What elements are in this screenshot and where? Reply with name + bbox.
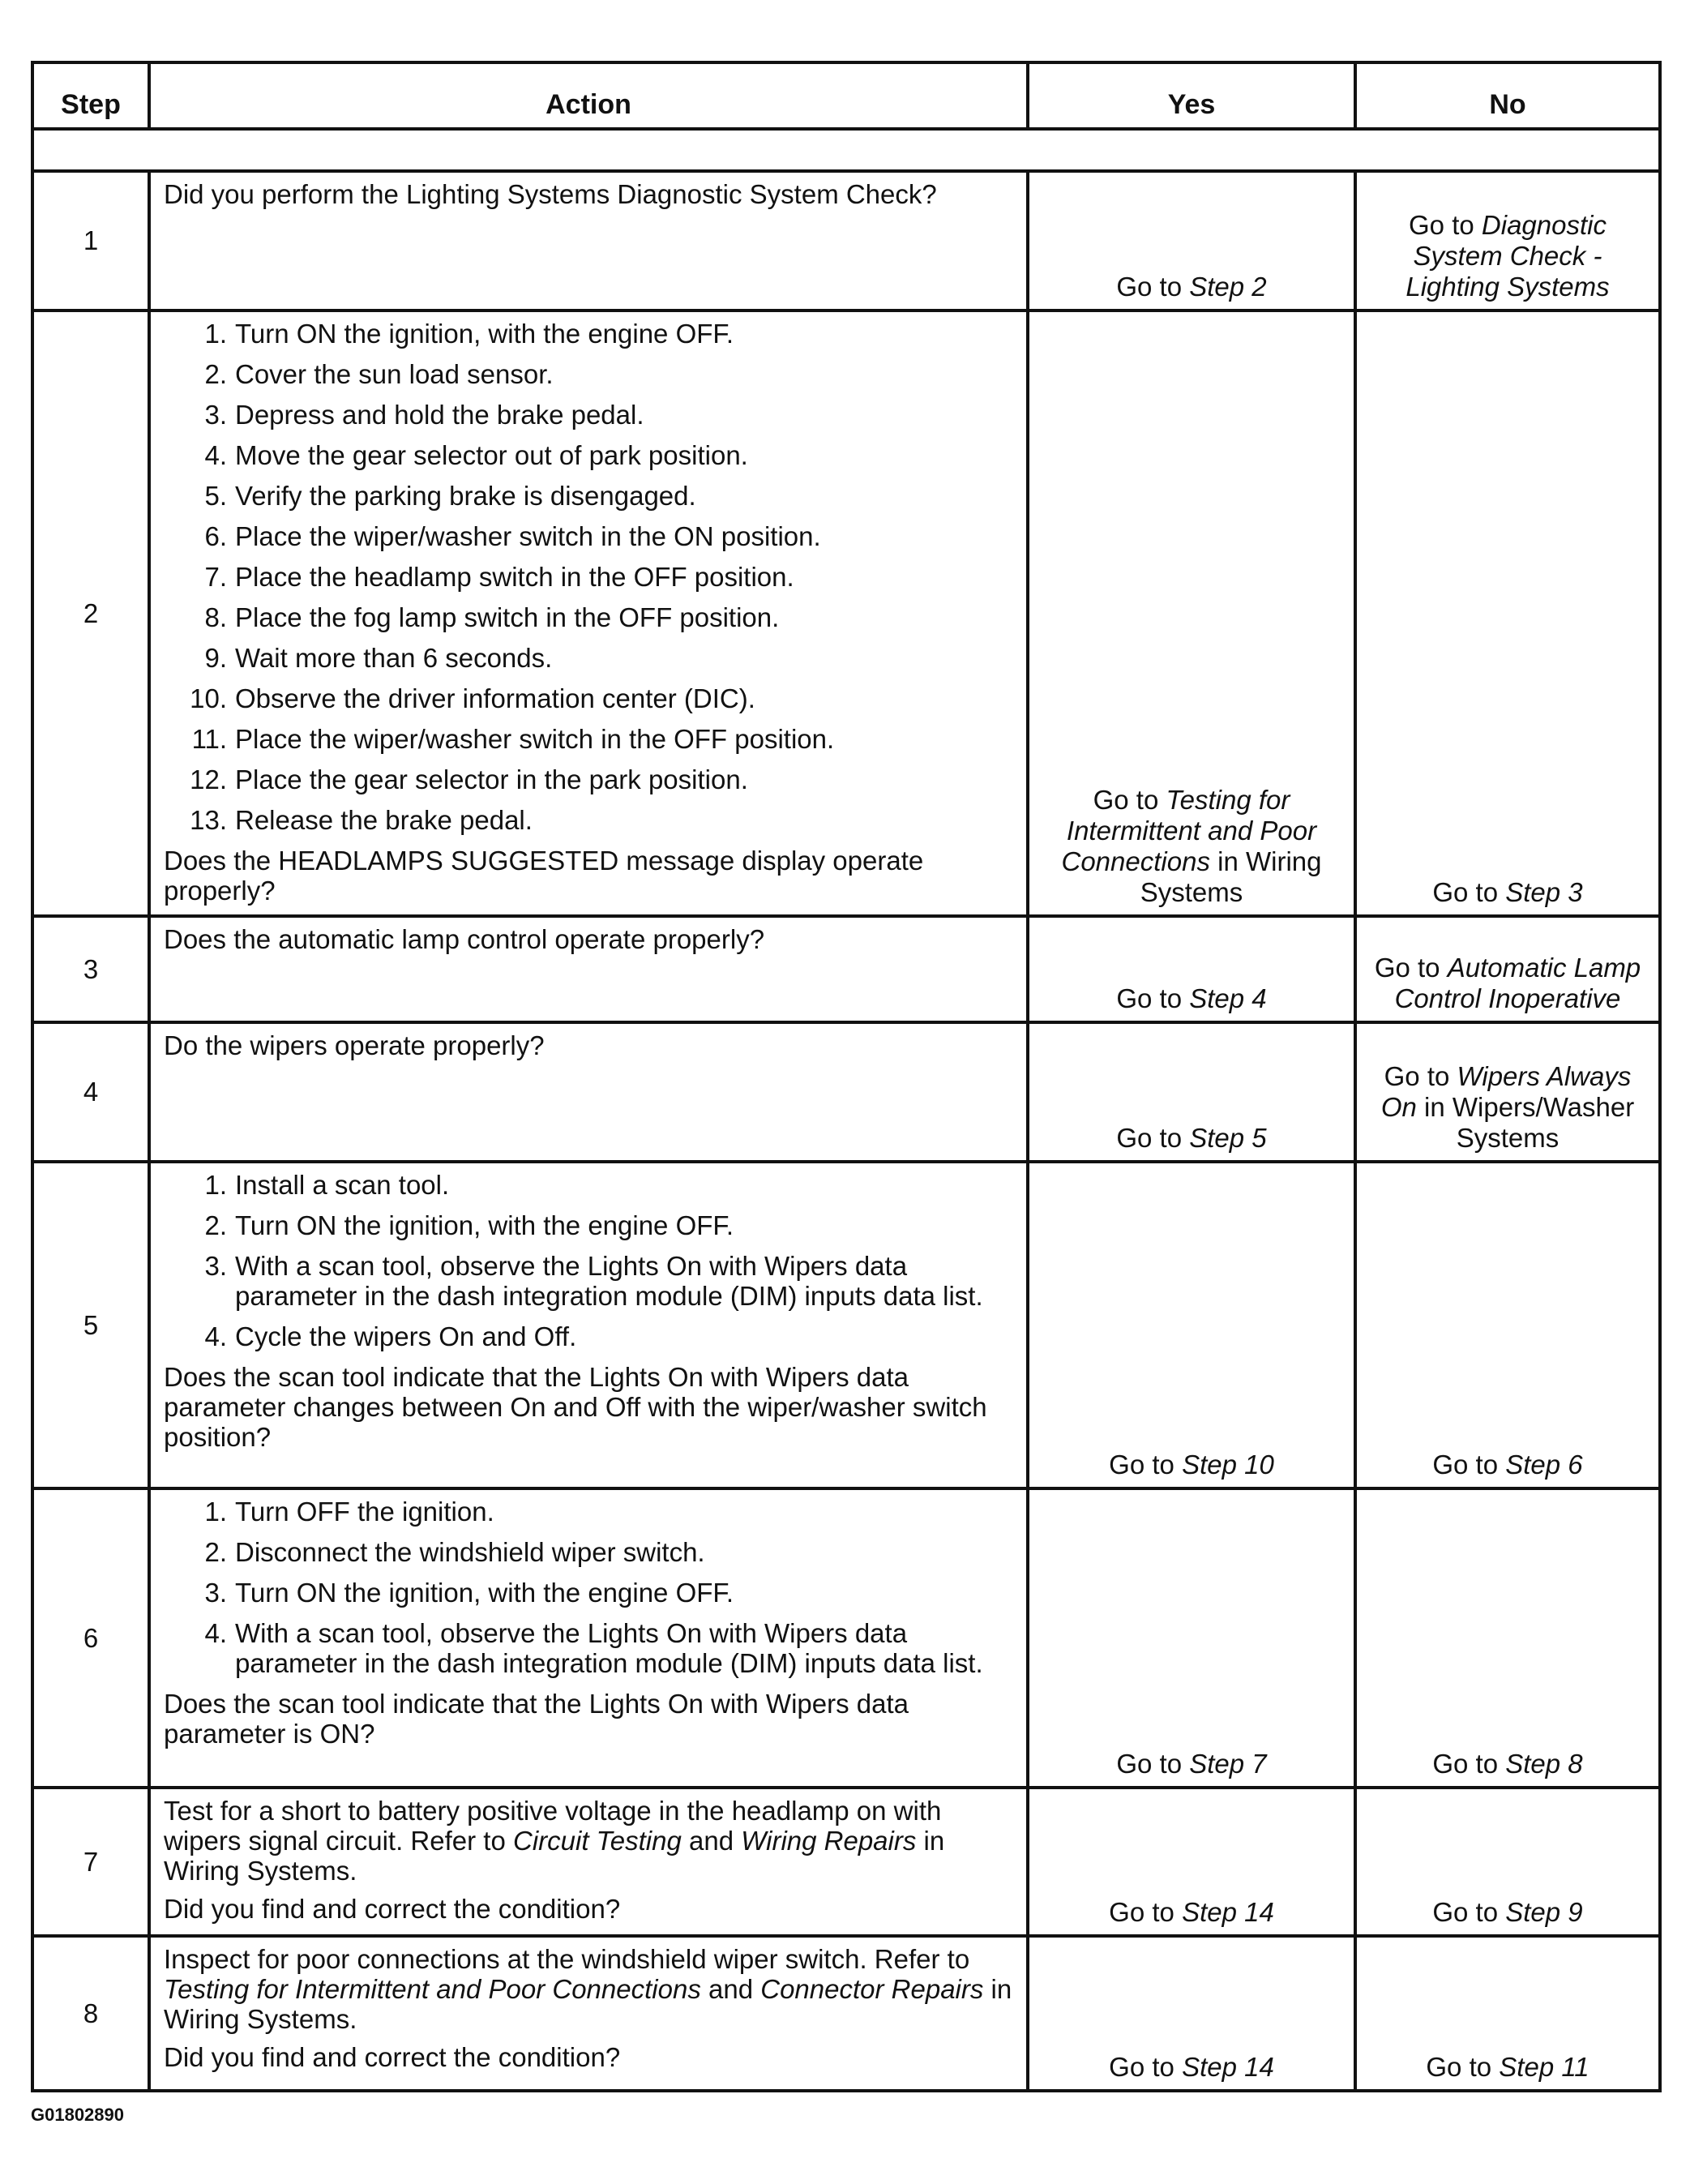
action-step-number: 8.	[204, 602, 227, 632]
no-action-link[interactable]: Diagnostic System Check - Lighting Systems	[1405, 210, 1610, 302]
yes-action-prefix: Go to	[1093, 785, 1166, 815]
yes-action-prefix: Go to	[1116, 1123, 1190, 1153]
instruction-link[interactable]: Wiring Repairs	[741, 1826, 917, 1856]
action-step-text: Place the headlamp switch in the OFF position.	[235, 562, 794, 592]
instruction-link[interactable]: Connector Repairs	[760, 1974, 984, 2004]
action-step	[164, 1578, 1015, 1608]
action-step-text: Disconnect the windshield wiper switch.	[235, 1537, 705, 1567]
action-step	[164, 521, 1015, 551]
action-cell	[149, 1162, 1028, 1488]
action-step-text: Move the gear selector out of park position.	[235, 440, 748, 470]
no-action	[1355, 1022, 1660, 1162]
action-step	[164, 602, 1015, 632]
no-action-prefix: Go to	[1432, 1749, 1506, 1779]
no-action-link[interactable]: Wipers Always On	[1380, 1061, 1632, 1122]
no-action-link[interactable]: Step 6	[1505, 1450, 1583, 1480]
action-step-number: 5.	[204, 481, 227, 511]
yes-action-link[interactable]: Step 10	[1182, 1450, 1274, 1480]
yes-action	[1028, 1162, 1355, 1488]
no-action	[1355, 1788, 1660, 1936]
yes-action-link[interactable]: Step 14	[1182, 2052, 1274, 2082]
action-step-text: Turn OFF the ignition.	[235, 1497, 494, 1527]
header-step: Step	[32, 62, 149, 129]
step-number: 1	[32, 171, 149, 310]
table-row	[32, 310, 1660, 916]
action-step-number: 1.	[204, 319, 227, 349]
diagnostic-table	[31, 61, 1662, 2092]
no-action-prefix: Go to	[1426, 2052, 1500, 2082]
action-step-number: 9.	[204, 643, 227, 673]
instruction-link[interactable]: Testing for Intermittent and Poor Connections	[164, 1974, 701, 2004]
yes-action-link[interactable]: Step 5	[1189, 1123, 1267, 1153]
action-step-list	[164, 319, 1015, 835]
yes-action-link[interactable]: Step 7	[1189, 1749, 1267, 1779]
action-step-number: 4.	[204, 1321, 227, 1351]
instruction-post: in Wiring Systems.	[164, 1826, 945, 1886]
question-text: Does the HEADLAMPS SUGGESTED message display operate properly?	[164, 846, 924, 906]
action-step-number: 3.	[204, 1251, 227, 1281]
action-step	[164, 643, 1015, 673]
action-step-text: Turn ON the ignition, with the engine OFF.	[235, 1578, 734, 1608]
instruction-mid: and	[681, 1826, 742, 1856]
action-step	[164, 1497, 1015, 1527]
step-number: 4	[32, 1022, 149, 1162]
question-text: Does the scan tool indicate that the Lights On with Wipers data parameter is ON?	[164, 1689, 909, 1749]
action-step-text: Cover the sun load sensor.	[235, 359, 554, 389]
instruction-post: in Wiring Systems.	[164, 1974, 1012, 2034]
header-row	[32, 62, 1660, 129]
action-step-number: 3.	[204, 1578, 227, 1608]
action-step	[164, 724, 1015, 754]
action-step-text: Depress and hold the brake pedal.	[235, 400, 644, 430]
action-step	[164, 359, 1015, 389]
instruction-pre: Test for a short to battery positive voltage in the headlamp on with wipers signal circuit. Refer to	[164, 1796, 942, 1856]
yes-action-link[interactable]: Testing for Intermittent and Poor Connections	[1061, 785, 1317, 876]
no-action-prefix: Go to	[1432, 877, 1506, 907]
yes-action-prefix: Go to	[1109, 1450, 1183, 1480]
yes-action-link[interactable]: Step 14	[1182, 1897, 1274, 1927]
header-action: Action	[149, 62, 1028, 129]
no-action	[1355, 1488, 1660, 1788]
question-text: Does the scan tool indicate that the Lights On with Wipers data parameter changes between On and Off with the wiper/washer switch position?	[164, 1362, 987, 1452]
yes-action-prefix: Go to	[1116, 983, 1190, 1013]
action-cell	[149, 310, 1028, 916]
action-step-list	[164, 1497, 1015, 1678]
action-step-text: With a scan tool, observe the Lights On with Wipers data parameter in the dash integration module (DIM) inputs data list.	[235, 1251, 983, 1311]
action-step-text: Wait more than 6 seconds.	[235, 643, 553, 673]
action-step	[164, 1210, 1015, 1240]
action-step-number: 11.	[191, 724, 227, 754]
no-action	[1355, 171, 1660, 310]
blank-row	[32, 129, 1660, 171]
step-number: 5	[32, 1162, 149, 1488]
no-action-link[interactable]: Automatic Lamp Control Inoperative	[1394, 953, 1641, 1013]
action-step-text: Verify the parking brake is disengaged.	[235, 481, 696, 511]
action-step-text: Place the fog lamp switch in the OFF position.	[235, 602, 780, 632]
no-action	[1355, 916, 1660, 1022]
yes-action-prefix: Go to	[1109, 1897, 1183, 1927]
table-row	[32, 916, 1660, 1022]
action-step-text: Observe the driver information center (DIC).	[235, 683, 755, 713]
action-step-text: Place the wiper/washer switch in the ON position.	[235, 521, 821, 551]
action-cell	[149, 1022, 1028, 1162]
no-action-prefix: Go to	[1432, 1450, 1506, 1480]
action-step-number: 6.	[204, 521, 227, 551]
figure-id: G01802890	[31, 2105, 124, 2125]
question-text: Did you find and correct the condition?	[164, 2042, 621, 2072]
action-step	[164, 1537, 1015, 1567]
action-step-number: 2.	[204, 1537, 227, 1567]
action-step	[164, 1321, 1015, 1351]
action-step-number: 3.	[204, 400, 227, 430]
no-action-link[interactable]: Step 9	[1505, 1897, 1583, 1927]
no-action	[1355, 1162, 1660, 1488]
action-step-number: 7.	[204, 562, 227, 592]
yes-action-link[interactable]: Step 2	[1189, 272, 1267, 302]
action-step	[164, 319, 1015, 349]
no-action-prefix: Go to	[1374, 953, 1448, 983]
no-action-prefix: Go to	[1409, 210, 1482, 240]
action-step-text: Place the wiper/washer switch in the OFF position.	[235, 724, 835, 754]
action-step	[164, 440, 1015, 470]
table-row	[32, 1936, 1660, 2091]
step-number: 2	[32, 310, 149, 916]
action-cell	[149, 171, 1028, 310]
action-cell	[149, 1788, 1028, 1936]
action-cell	[149, 1936, 1028, 2091]
table-row	[32, 1788, 1660, 1936]
header-no: No	[1355, 62, 1660, 129]
no-action-prefix: Go to	[1432, 1897, 1506, 1927]
no-action-suffix: in Wipers/Washer Systems	[1416, 1092, 1635, 1153]
header-yes: Yes	[1028, 62, 1355, 129]
blank-cell	[32, 129, 1660, 171]
instruction-text	[164, 1944, 1015, 2034]
action-step	[164, 481, 1015, 511]
no-action-link[interactable]: Step 11	[1499, 2052, 1589, 2082]
no-action	[1355, 310, 1660, 916]
action-step-text: Cycle the wipers On and Off.	[235, 1321, 577, 1351]
instruction-link[interactable]: Circuit Testing	[512, 1826, 682, 1856]
yes-action	[1028, 1022, 1355, 1162]
yes-action	[1028, 1488, 1355, 1788]
no-action-prefix: Go to	[1384, 1061, 1457, 1091]
action-step	[164, 1618, 1015, 1678]
action-step	[164, 1251, 1015, 1311]
action-cell	[149, 916, 1028, 1022]
action-cell	[149, 1488, 1028, 1788]
yes-action-suffix: in Wiring Systems	[1140, 846, 1322, 907]
step-number: 7	[32, 1788, 149, 1936]
action-step-number: 4.	[204, 1618, 227, 1648]
action-step	[164, 562, 1015, 592]
action-step	[164, 764, 1015, 794]
action-step-number: 2.	[204, 1210, 227, 1240]
action-step-number: 1.	[204, 1170, 227, 1200]
action-step-number: 13.	[190, 805, 227, 835]
action-step-text: Release the brake pedal.	[235, 805, 533, 835]
yes-action	[1028, 916, 1355, 1022]
action-step	[164, 683, 1015, 713]
action-step-text: With a scan tool, observe the Lights On with Wipers data parameter in the dash integration module (DIM) inputs data list.	[235, 1618, 983, 1678]
action-step-number: 10.	[190, 683, 227, 713]
no-action-link[interactable]: Step 8	[1505, 1749, 1583, 1779]
table-body	[32, 171, 1660, 2091]
action-step	[164, 1170, 1015, 1200]
question-text: Did you perform the Lighting Systems Diagnostic System Check?	[164, 179, 937, 209]
yes-action	[1028, 310, 1355, 916]
yes-action-prefix: Go to	[1109, 2052, 1183, 2082]
question-text: Do the wipers operate properly?	[164, 1030, 545, 1060]
yes-action	[1028, 171, 1355, 310]
action-step-text: Turn ON the ignition, with the engine OFF.	[235, 319, 734, 349]
action-step-text: Turn ON the ignition, with the engine OFF.	[235, 1210, 734, 1240]
step-number: 8	[32, 1936, 149, 2091]
instruction-mid: and	[700, 1974, 761, 2004]
step-number: 6	[32, 1488, 149, 1788]
table-row	[32, 171, 1660, 310]
question-text: Did you find and correct the condition?	[164, 1894, 621, 1924]
step-number: 3	[32, 916, 149, 1022]
action-step-text: Install a scan tool.	[235, 1170, 450, 1200]
yes-action	[1028, 1936, 1355, 2091]
instruction-text	[164, 1796, 1015, 1886]
action-step	[164, 400, 1015, 430]
no-action-link[interactable]: Step 3	[1505, 877, 1583, 907]
no-action	[1355, 1936, 1660, 2091]
yes-action-link[interactable]: Step 4	[1189, 983, 1267, 1013]
table-row	[32, 1022, 1660, 1162]
action-step	[164, 805, 1015, 835]
action-step-text: Place the gear selector in the park position.	[235, 764, 748, 794]
question-text: Does the automatic lamp control operate properly?	[164, 924, 765, 954]
yes-action-prefix: Go to	[1116, 272, 1190, 302]
action-step-number: 1.	[204, 1497, 227, 1527]
table-row	[32, 1488, 1660, 1788]
instruction-pre: Inspect for poor connections at the windshield wiper switch. Refer to	[164, 1944, 970, 1974]
action-step-number: 2.	[204, 359, 227, 389]
action-step-list	[164, 1170, 1015, 1351]
action-step-number: 12.	[190, 764, 227, 794]
yes-action-prefix: Go to	[1116, 1749, 1190, 1779]
action-step-number: 4.	[204, 440, 227, 470]
yes-action	[1028, 1788, 1355, 1936]
table-row	[32, 1162, 1660, 1488]
